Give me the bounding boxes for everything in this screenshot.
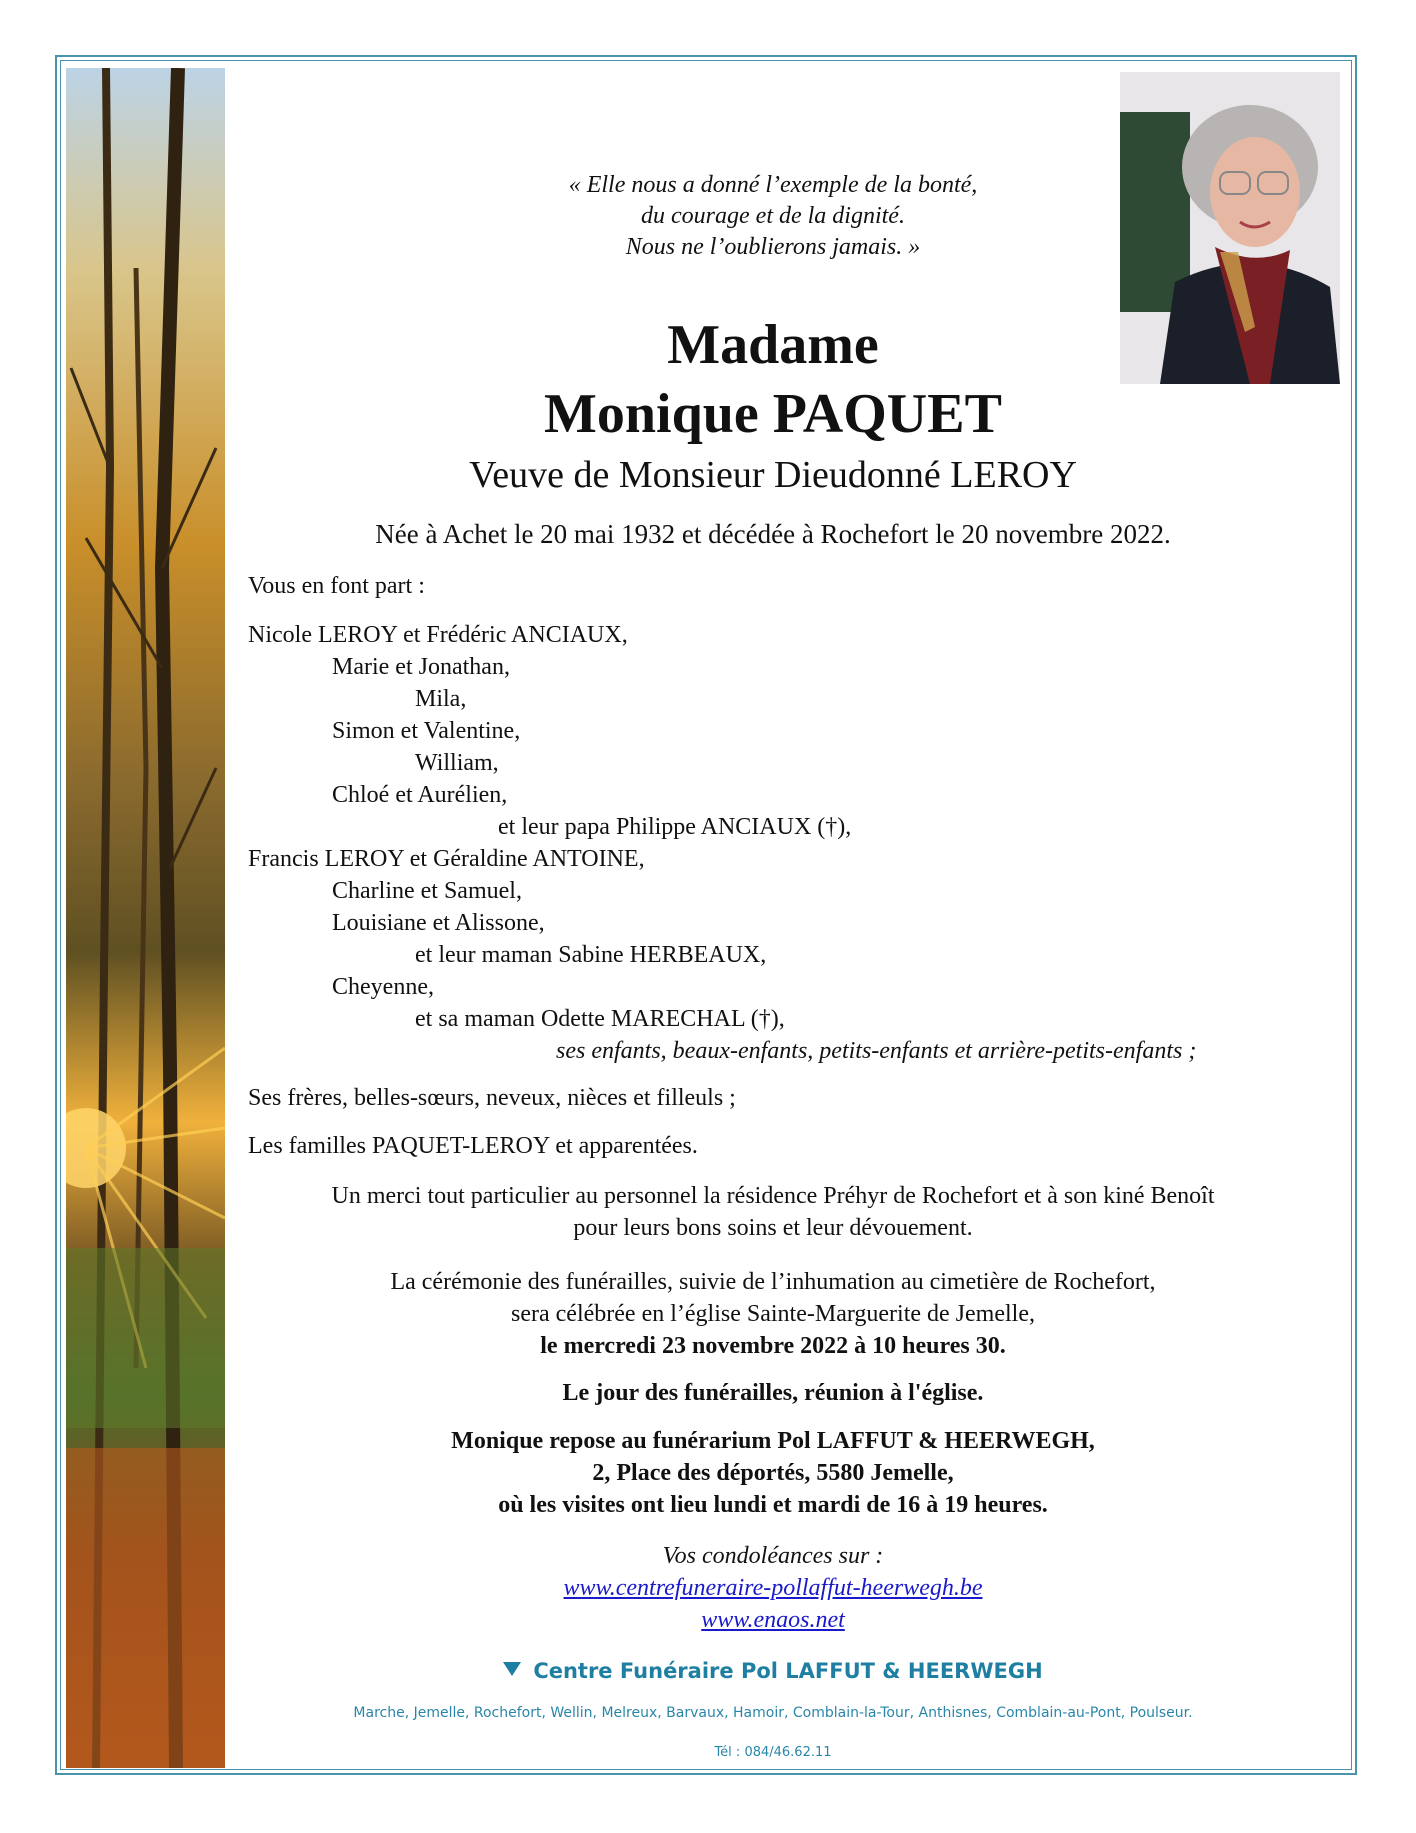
family-member-line: Francis LEROY et Géraldine ANTOINE, bbox=[248, 846, 645, 872]
thanks-line: Un merci tout particulier au personnel la résidence Préhyr de Rochefort et à son kiné Benoît bbox=[331, 1183, 1215, 1209]
family-member-line: Chloé et Aurélien, bbox=[332, 782, 508, 808]
condolences-link-enaos[interactable]: www.enaos.net bbox=[701, 1607, 845, 1633]
family-list bbox=[248, 619, 1318, 1035]
funeral-center-brand bbox=[248, 1659, 1298, 1683]
quote-line: Nous ne l’oublierons jamais. » bbox=[625, 234, 921, 260]
funerarium-paragraph bbox=[248, 1425, 1298, 1521]
reunion-line: Le jour des funérailles, réunion à l'église. bbox=[562, 1380, 984, 1406]
family-member-line: Marie et Jonathan, bbox=[332, 654, 510, 680]
ceremony-line: sera célébrée en l’église Sainte-Marguerite de Jemelle, bbox=[511, 1301, 1035, 1327]
condolences-link-funeral-center[interactable]: www.centrefuneraire-pollaffut-heerwegh.be bbox=[563, 1575, 983, 1601]
family-member-line: Charline et Samuel, bbox=[332, 878, 522, 904]
memorial-quote bbox=[248, 170, 1298, 263]
family-member-line: Louisiane et Alissone, bbox=[332, 910, 545, 936]
thanks-paragraph bbox=[248, 1180, 1298, 1244]
deceased-name: Monique PAQUET bbox=[544, 383, 1002, 445]
announce-text: Vous en font part : bbox=[248, 573, 425, 599]
funerarium-line: Monique repose au funérarium Pol LAFFUT & HEERWEGH, bbox=[451, 1428, 1095, 1454]
relation-line: ses enfants, beaux-enfants, petits-enfants et arrière-petits-enfants ; bbox=[556, 1038, 1197, 1064]
funerarium-line: où les visites ont lieu lundi et mardi de 16 à 19 heures. bbox=[498, 1492, 1048, 1518]
ceremony-line: La cérémonie des funérailles, suivie de l’inhumation au cimetière de Rochefort, bbox=[390, 1269, 1156, 1295]
siblings-line: Ses frères, belles-sœurs, neveux, nièces et filleuls ; bbox=[248, 1085, 736, 1111]
family-member-line: et sa maman Odette MARECHAL (†), bbox=[415, 1006, 785, 1032]
family-member-line: Simon et Valentine, bbox=[332, 718, 521, 744]
family-member-line: et leur maman Sabine HERBEAUX, bbox=[415, 942, 767, 968]
families-line: Les familles PAQUET-LEROY et apparentées. bbox=[248, 1133, 698, 1159]
condolences-block bbox=[248, 1540, 1298, 1636]
funerarium-line: 2, Place des déportés, 5580 Jemelle, bbox=[592, 1460, 954, 1486]
thanks-line: pour leurs bons soins et leur dévouement. bbox=[573, 1215, 973, 1241]
spouse-line: Veuve de Monsieur Dieudonné LEROY bbox=[469, 454, 1077, 496]
brand-name: Centre Funéraire Pol LAFFUT & HEERWEGH bbox=[533, 1659, 1043, 1683]
family-member-line: Nicole LEROY et Frédéric ANCIAUX, bbox=[248, 622, 628, 648]
family-member-line: William, bbox=[415, 750, 499, 776]
footer-phone: Tél : 084/46.62.11 bbox=[714, 1745, 832, 1760]
family-member-line: Mila, bbox=[415, 686, 467, 712]
deceased-title: Madame bbox=[667, 314, 879, 376]
family-member-line: et leur papa Philippe ANCIAUX (†), bbox=[498, 814, 852, 840]
quote-line: « Elle nous a donné l’exemple de la bonté, bbox=[568, 172, 978, 198]
triangle-down-icon bbox=[503, 1662, 521, 1676]
condolences-label: Vos condoléances sur : bbox=[662, 1543, 884, 1569]
autumn-forest-image bbox=[66, 68, 225, 1768]
footer-cities: Marche, Jemelle, Rochefort, Wellin, Melreux, Barvaux, Hamoir, Comblain-la-Tour, Anthisnes, Comblain-au-Pont, Poulseur. bbox=[353, 1705, 1193, 1721]
birth-death-line: Née à Achet le 20 mai 1932 et décédée à Rochefort le 20 novembre 2022. bbox=[375, 519, 1171, 549]
family-member-line: Cheyenne, bbox=[332, 974, 434, 1000]
quote-line: du courage et de la dignité. bbox=[641, 203, 905, 229]
ceremony-paragraph bbox=[248, 1266, 1298, 1362]
ceremony-date: le mercredi 23 novembre 2022 à 10 heures 30. bbox=[540, 1333, 1006, 1359]
